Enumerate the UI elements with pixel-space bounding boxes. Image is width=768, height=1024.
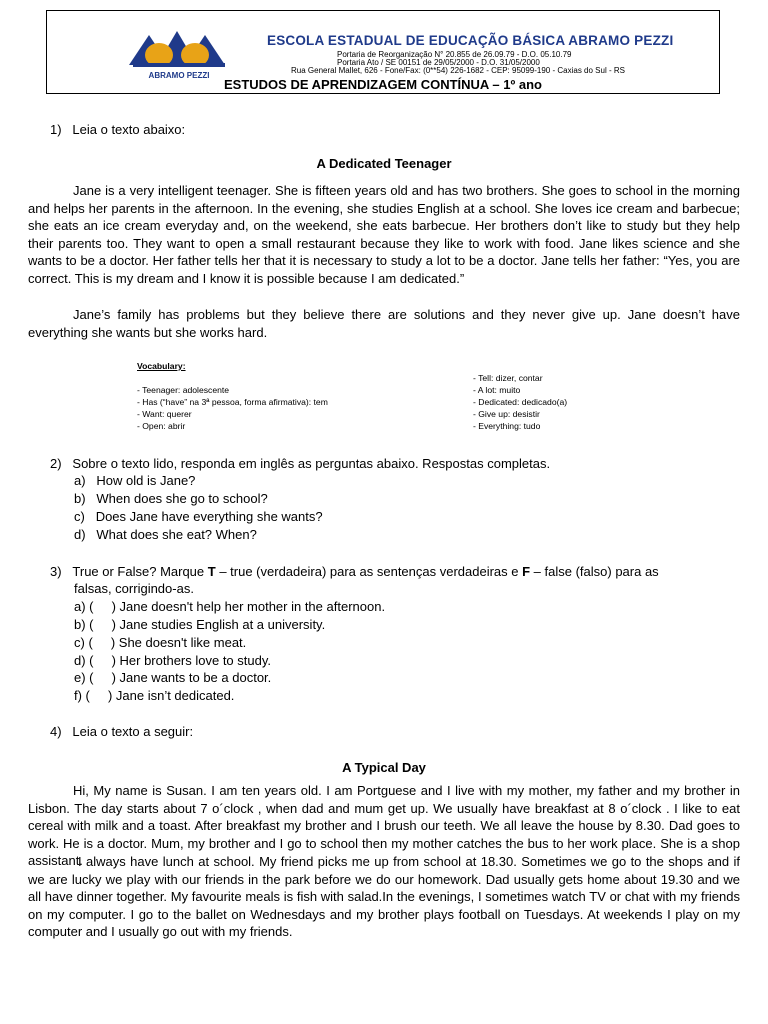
vocab-item: - A lot: muito [473, 385, 521, 395]
question-number: 3) [50, 564, 62, 579]
text-title: A Dedicated Teenager [316, 156, 452, 171]
question-text: Sobre o texto lido, responda em inglês as perguntas abaixo. Respostas completas. [72, 456, 551, 471]
question-text: Leia o texto abaixo: [72, 122, 186, 137]
school-name: ESCOLA ESTADUAL DE EDUCAÇÃO BÁSICA ABRAMO PEZZI [267, 33, 674, 48]
text-title: A Typical Day [342, 760, 426, 775]
question-number: 1) [50, 122, 62, 137]
vocab-item: - Has (“have” na 3ª pessoa, forma afirmativa): tem [137, 397, 328, 407]
vocab-item: - Open: abrir [137, 421, 186, 431]
vocab-item: - Tell: dizer, contar [473, 373, 543, 383]
question-item: b) When does she go to school? [74, 491, 268, 506]
question-1 [50, 122, 185, 137]
question-2 [50, 456, 550, 471]
question-3: 3) True or False? Marque T – true (verdadeira) para as sentenças verdadeiras e F – false (falso) para as [50, 564, 659, 579]
paragraph: Hi, My name is Susan. I am ten years old. I am Portguese and I live with my mother, my father and my brother in Lisbon. The day starts about 7 o´clock , when dad and mum get up. We usually have breakfast at 8 o´clock . I like to eat cereal with milk and a toast. After breakfast my brother and I brush our teeth. We all leave the house by 8.30. Dad goes to work. He is a doctor. Mum, my brother and I go to school then my mother catches the bus to her work place. She is a shop assistant. [28, 783, 740, 869]
institution-line: Portaria Ato / SE 00151 de 29/05/2000 - D.O. 31/05/2000 [337, 58, 540, 67]
true-false-item: f) ( ) Jane isn’t dedicated. [74, 688, 235, 703]
paragraph: I always have lunch at school. My friend picks me up from school at 18.30. Sometimes we go to the shops and if we are lucky we play with our friends in the park before we do our homework. Dad usually gets home about 19.30 and we all have dinner together. My favourite meals is fish with salad.In the evenings, I sometimes watch TV or chat with my friends on my computer. I go to the ballet on Wednesdays and my brother plays football on Tuesdays. At weekends I play on my computer and I usually go out with my friends. [28, 854, 740, 940]
institution-line: Rua General Mallet, 626 - Fone/Fax: (0**54) 226-1682 - CEP: 95099-190 - Caxias do Sul - RS [291, 66, 625, 75]
institution-line: Portaria de Reorganização N° 20.855 de 26.09.79 - D.O. 05.10.79 [337, 50, 572, 59]
question-4 [50, 724, 193, 739]
true-false-item: b) ( ) Jane studies English at a university. [74, 617, 326, 632]
vocabulary-right [473, 372, 567, 436]
question-item: c) Does Jane have everything she wants? [74, 509, 323, 524]
paragraph: Jane’s family has problems but they believe there are solutions and they never give up. Jane doesn’t have everything she wants but she works hard. [28, 307, 740, 340]
true-false-item: c) ( ) She doesn't like meat. [74, 635, 247, 650]
question-text-continued: falsas, corrigindo-as. [74, 581, 194, 596]
question-text: Leia o texto a seguir: [72, 724, 194, 739]
paragraph: Jane is a very intelligent teenager. She is fifteen years old and has two brothers. She goes to school in the morning and helps her parents in the afternoon. In the evening, she studies English at a school. She loves ice cream and barbecue; she eats an ice cream everyday and, on the weekend, she eats barbecue. Her brothers don’t like to study but they help their parents too. They want to open a small restaurant because they like to work with food. Jane likes science and she wants to be a doctor. Her father tells her that it is necessary to study a lot to be a doctor. Jane tells her father: “Yes, you are correct. This is my dream and I know it is possible because I am dedicated.” [28, 183, 740, 286]
vocab-item: - Want: querer [137, 409, 192, 419]
true-false-item: a) ( ) Jane doesn't help her mother in the afternoon. [74, 599, 386, 614]
vocabulary-title: Vocabulary: [137, 361, 186, 371]
school-logo [119, 25, 239, 83]
question-number: 4) [50, 724, 62, 739]
question-item: d) What does she eat? When? [74, 527, 257, 542]
school-header [46, 10, 720, 94]
vocabulary-left [137, 360, 328, 432]
vocab-item: - Give up: desistir [473, 409, 540, 419]
vocab-item: - Dedicated: dedicado(a) [473, 397, 568, 407]
logo-text: ABRAMO PEZZI [148, 71, 210, 80]
question-number: 2) [50, 456, 62, 471]
vocab-item: - Teenager: adolescente [137, 385, 230, 395]
true-false-item: d) ( ) Her brothers love to study. [74, 653, 271, 668]
true-false-item: e) ( ) Jane wants to be a doctor. [74, 670, 272, 685]
document-title: ESTUDOS DE APRENDIZAGEM CONTÍNUA – 1º ano [224, 77, 542, 92]
question-item: a) How old is Jane? [74, 473, 196, 488]
vocab-item: - Everything: tudo [473, 421, 541, 431]
